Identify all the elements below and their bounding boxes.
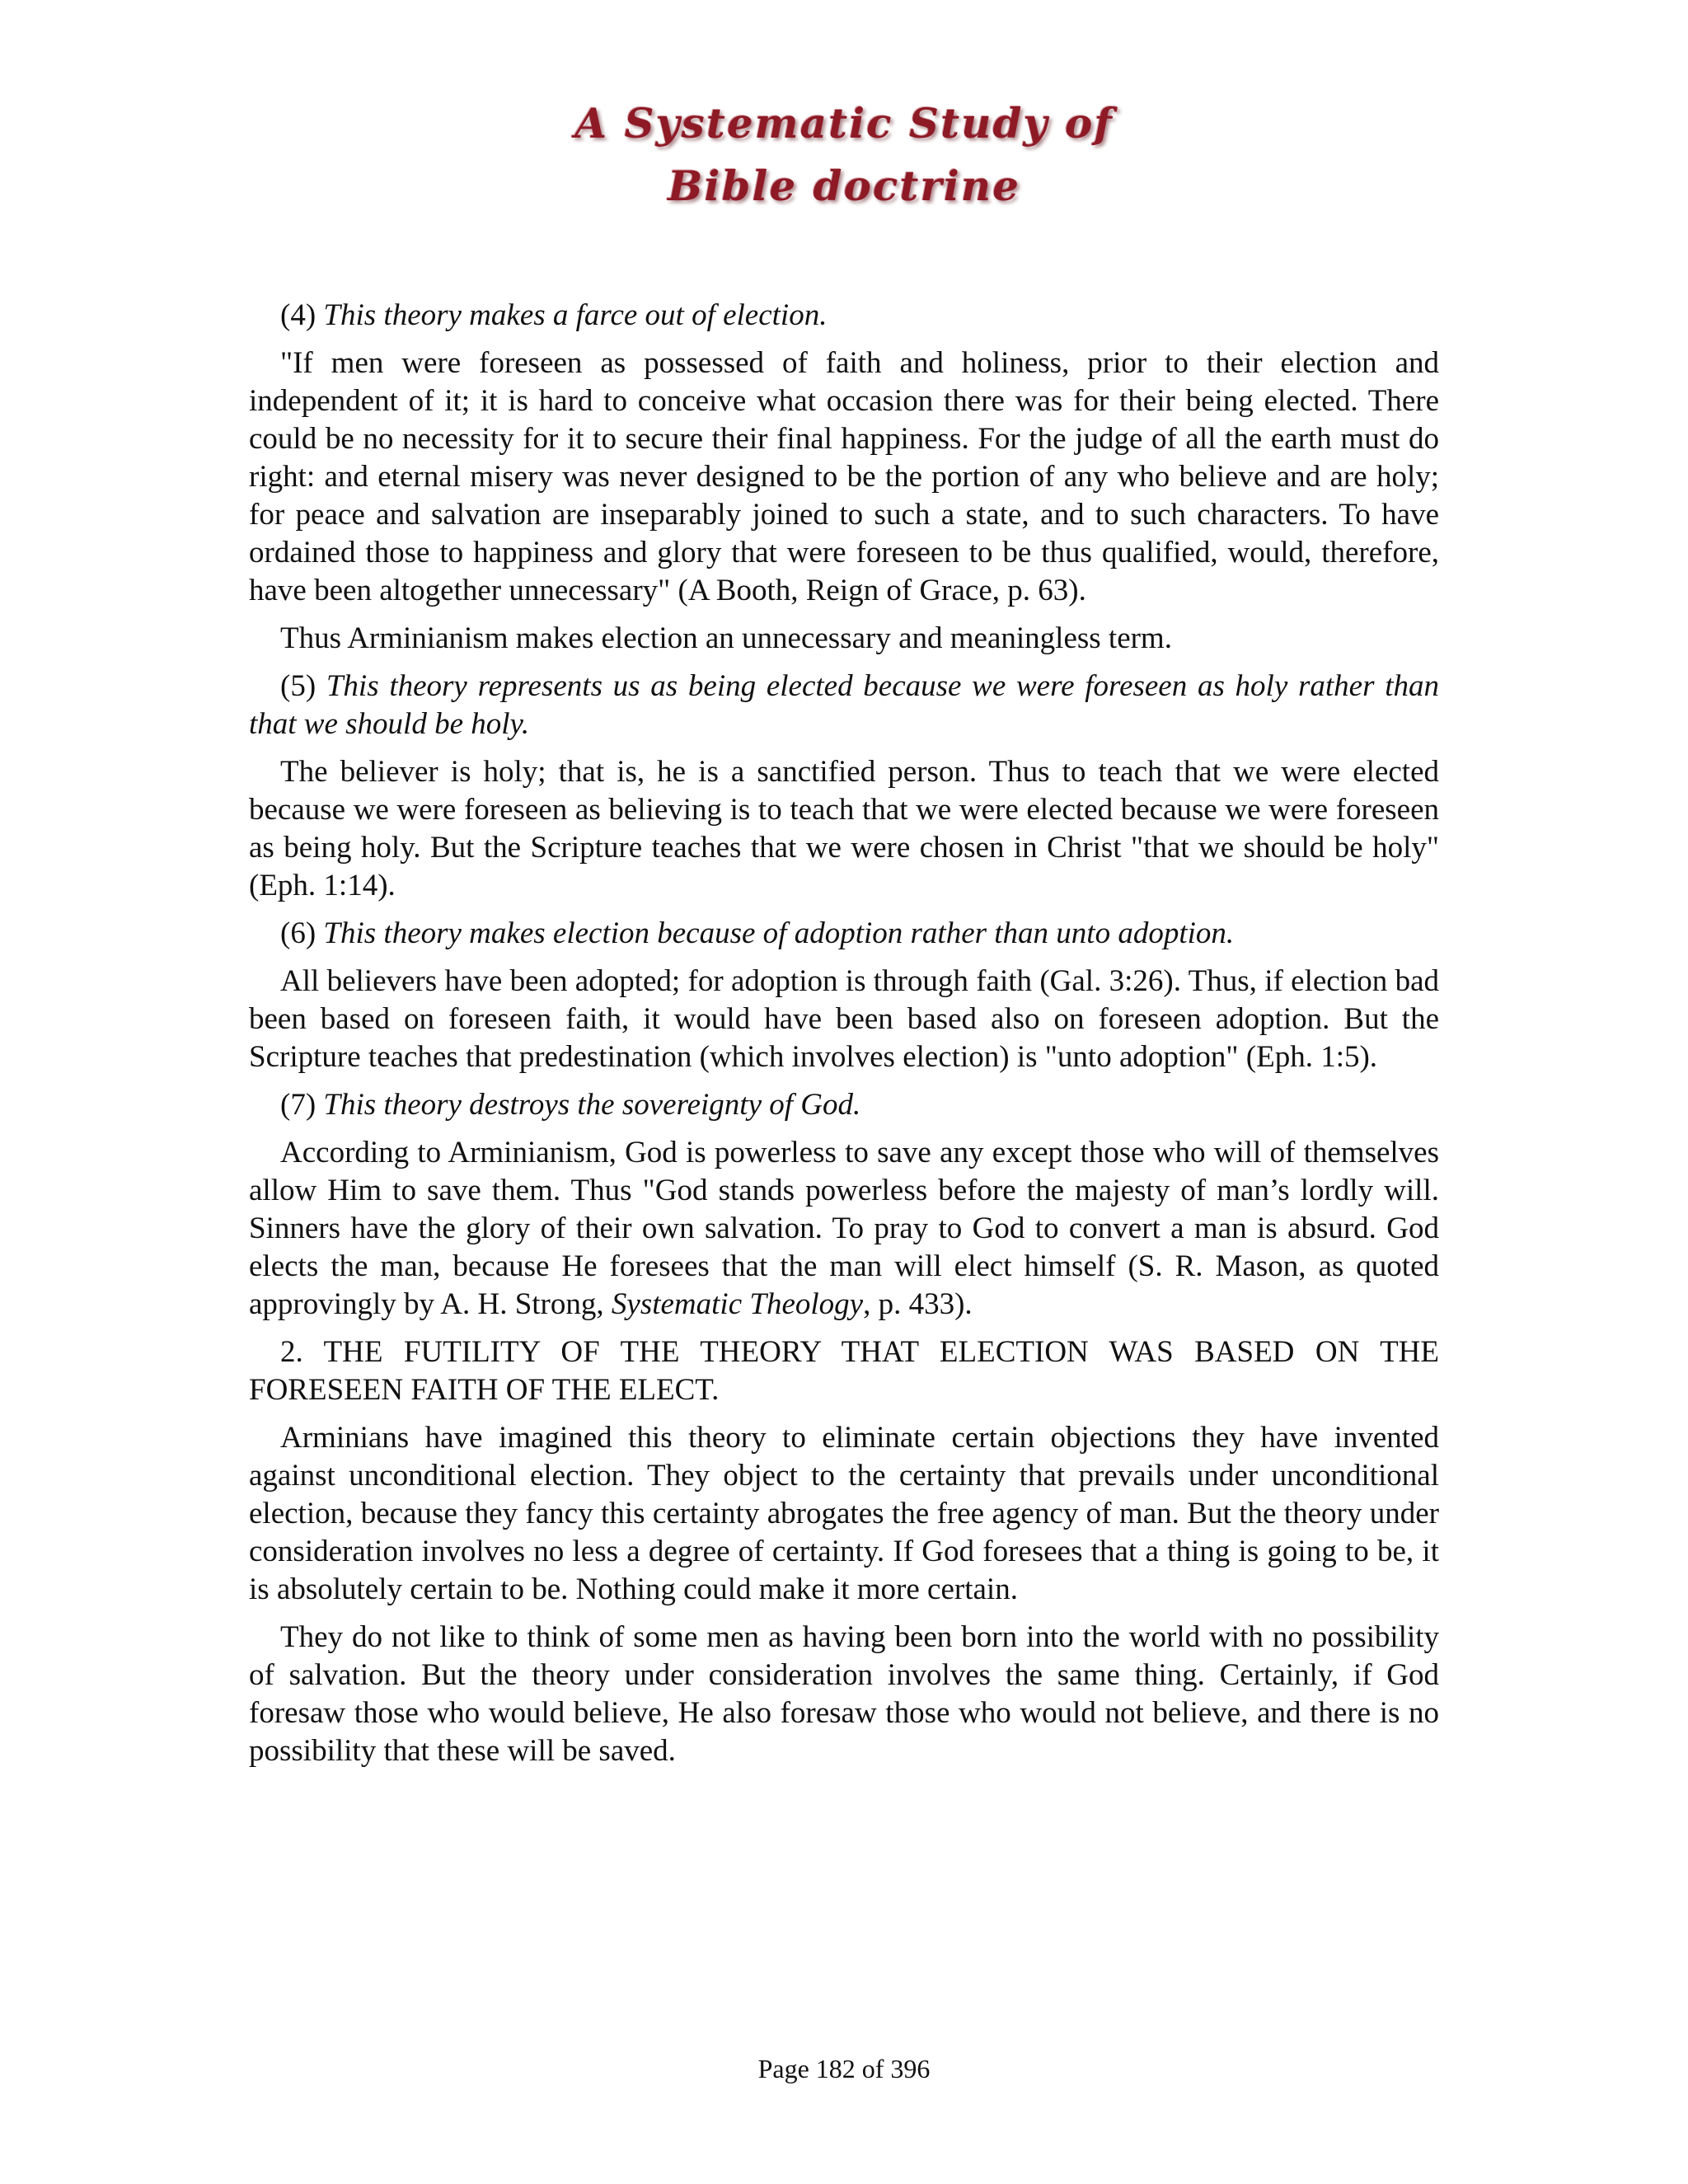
point-number: (4) bbox=[280, 298, 324, 332]
text-run: , p. 433). bbox=[863, 1287, 973, 1321]
paragraph-point-5 bbox=[249, 668, 1439, 743]
paragraph-adoption: All believers have been adopted; for adoption is through faith (Gal. 3:26). Thus, if election bad been based on foreseen faith, it would have been based also on foreseen adoption. But the Scripture teaches that predestination (which involves election) is "unto adoption" (Eph. 1:5). bbox=[249, 964, 1439, 1074]
point-heading: This theory makes a farce out of election. bbox=[323, 298, 828, 332]
point-heading: This theory makes election because of adoption rather than unto adoption. bbox=[323, 916, 1235, 950]
logo-line-1: A Systematic Study of bbox=[574, 99, 1114, 148]
point-number: (5) bbox=[280, 669, 326, 703]
book-title: Systematic Theology bbox=[611, 1287, 864, 1321]
paragraph-booth-quote: "If men were foreseen as possessed of faith and holiness, prior to their election and independent of it; it is hard to conceive what occasion there was for their being elected. There could be no necessity for it to secure their final happiness. For the judge of all the earth must do right: and eternal misery was never designed to be the portion of any who believe and are holy; for peace and salvation are inseparably joined to such a state, and to such characters. To have ordained those to happiness and glory that were foreseen to be thus qualified, would, therefore, have been altogether unnecessary" (A Booth, Reign of Grace, p. 63). bbox=[249, 346, 1439, 607]
point-number: (6) bbox=[280, 916, 324, 950]
paragraph-point-4 bbox=[249, 297, 1439, 335]
section-heading: 2. THE FUTILITY OF THE THEORY THAT ELECTION WAS BASED ON THE FORESEEN FAITH OF THE ELECT. bbox=[249, 1335, 1439, 1407]
point-heading: This theory destroys the sovereignty of God. bbox=[323, 1088, 861, 1122]
header-logo bbox=[0, 92, 1688, 218]
paragraph-arminians: Arminians have imagined this theory to eliminate certain objections they have invented against unconditional election. They object to the certainty that prevails under unconditional election, because they fancy this certainty abrogates the free agency of man. But the theory under consideration involves no less a degree of certainty. If God foresees that a thing is going to be, it is absolutely certain to be. Nothing could make it more certain. bbox=[249, 1421, 1439, 1606]
point-heading: This theory represents us as being elected because we were foreseen as holy rather than that we should be holy. bbox=[249, 669, 1439, 741]
paragraph-point-7 bbox=[249, 1086, 1439, 1124]
logo-line-2: Bible doctrine bbox=[668, 162, 1020, 210]
point-number: (7) bbox=[280, 1088, 324, 1122]
paragraph-point-6 bbox=[249, 915, 1439, 953]
page-number: Page 182 of 396 bbox=[757, 2054, 931, 2083]
paragraph-sovereignty bbox=[249, 1134, 1439, 1324]
text-run: According to Arminianism, God is powerless to save any except those who will of themselves allow Him to save them. Thus "God stands powerless before the majesty of man’s lordly will. Sinners have the glory of their own salvation. To pray to God to convert a man is absurd. God elects the man, because He foresees that the man will elect himself (S. R. Mason, as quoted approvingly by A. H. Strong, bbox=[249, 1136, 1439, 1321]
paragraph-believer-holy: The believer is holy; that is, he is a sanctified person. Thus to teach that we were elected because we were foreseen as believing is to teach that we were elected because we were foreseen as being holy. But the Scripture teaches that we were chosen in Christ "that we should be holy" (Eph. 1:14). bbox=[249, 755, 1439, 902]
paragraph-salvation: They do not like to think of some men as having been born into the world with no possibility of salvation. But the theory under consideration involves the same thing. Certainly, if God foresaw those who would believe, He also foresaw those who would not believe, and there is no possibility that these will be saved. bbox=[249, 1620, 1439, 1768]
paragraph-conclusion: Thus Arminianism makes election an unnecessary and meaningless term. bbox=[280, 621, 1172, 655]
page-body bbox=[249, 297, 1439, 1780]
